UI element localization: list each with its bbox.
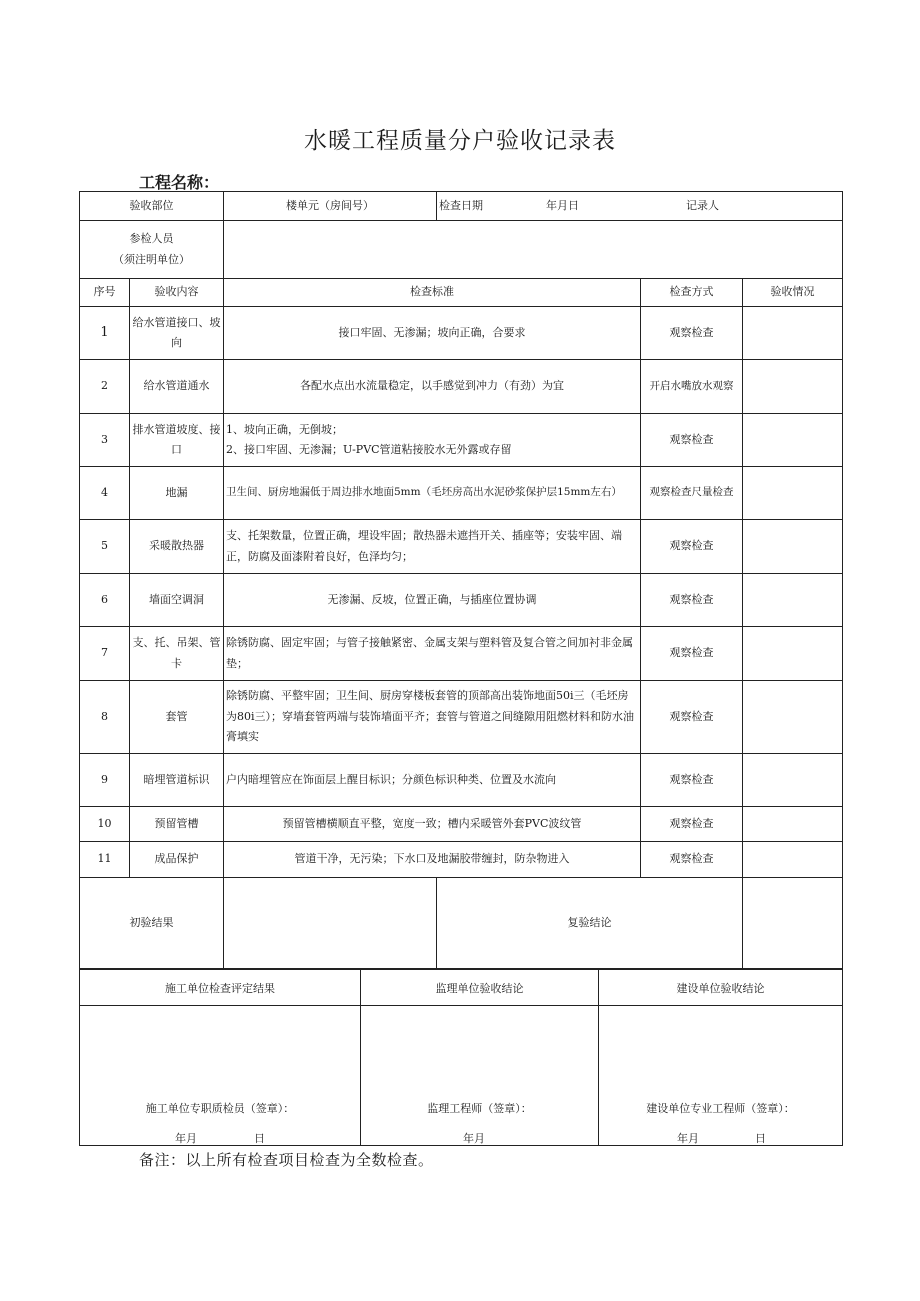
page-title: 水暖工程质量分户验收记录表 (304, 128, 616, 154)
row-standard: 管道干净，无污染；下水口及地漏胶带缠封，防杂物进入 (224, 842, 641, 878)
row-content: 给水管道通水 (130, 360, 224, 414)
table-row (80, 574, 843, 627)
recorder-label: 记录人 (686, 198, 719, 212)
row-result[interactable] (743, 842, 843, 878)
row-standard-line: 1、坡向正确，无倒坡； (226, 422, 343, 436)
row-no: 4 (80, 467, 130, 520)
row-result[interactable] (743, 807, 843, 842)
row-content: 预留管槽 (130, 807, 224, 842)
supervision-date-ym: 年月 (463, 1132, 485, 1145)
row-no: 10 (80, 807, 130, 842)
row-no: 7 (80, 627, 130, 681)
recheck-label: 复验结论 (437, 878, 743, 969)
participants-value[interactable] (224, 221, 843, 279)
table-row (80, 414, 843, 467)
dept-label: 验收部位 (80, 192, 224, 221)
row-result[interactable] (743, 307, 843, 360)
row-content: 地漏 (130, 467, 224, 520)
owner-date-d: 日 (755, 1132, 766, 1145)
signature-table (79, 969, 843, 1146)
table-row (80, 754, 843, 807)
row-content: 排水管道坡度、接口 (130, 414, 224, 467)
owner-title: 建设单位验收结论 (599, 970, 843, 1006)
row-result[interactable] (743, 627, 843, 681)
inspection-table (79, 191, 843, 969)
row-standard (224, 414, 641, 467)
supervision-title: 监理单位验收结论 (361, 970, 599, 1006)
row-method: 开启水嘴放水观察 (641, 360, 743, 414)
row-no: 8 (80, 681, 130, 754)
row-no: 1 (80, 307, 130, 360)
row-method: 观察检查 (641, 627, 743, 681)
row-content: 支、托、吊架、管卡 (130, 627, 224, 681)
col-header-standard: 检查标准 (224, 279, 641, 307)
row-content: 采暖散热器 (130, 520, 224, 574)
initial-result-value[interactable] (224, 878, 437, 969)
recheck-value[interactable] (743, 878, 843, 969)
table-row (80, 681, 843, 754)
owner-date-ym: 年月 (677, 1132, 699, 1145)
construction-date-d: 日 (254, 1132, 265, 1145)
row-method: 观察检查 (641, 754, 743, 807)
unit-label: 楼单元（房间号） (224, 192, 437, 221)
row-content: 套管 (130, 681, 224, 754)
row-standard: 户内暗埋管应在饰面层上醒目标识；分颜色标识种类、位置及水流向 (224, 754, 641, 807)
row-standard: 预留管槽横顺直平整，宽度一致；槽内采暖管外套PVC波纹管 (224, 807, 641, 842)
row-result[interactable] (743, 681, 843, 754)
col-header-result: 验收情况 (743, 279, 843, 307)
footnote: 备注：以上所有检查项目检查为全数检查。 (139, 1151, 434, 1169)
participants-label: 参检人员 (129, 232, 174, 246)
supervision-signature-area[interactable] (361, 1006, 599, 1146)
row-no: 2 (80, 360, 130, 414)
row-method: 观察检查 (641, 307, 743, 360)
row-standard: 各配水点出水流量稳定，以手感觉到冲力（有劲）为宜 (224, 360, 641, 414)
row-standard: 无渗漏、反坡，位置正确，与插座位置协调 (224, 574, 641, 627)
row-method: 观察检查 (641, 681, 743, 754)
row-no: 9 (80, 754, 130, 807)
row-content: 暗埋管道标识 (130, 754, 224, 807)
row-method: 观察检查 (641, 807, 743, 842)
construction-signature-label: 施工单位专职质检员（签章）： (145, 1102, 295, 1115)
row-standard: 卫生间、厨房地漏低于周边排水地面5mm（毛坯房高出水泥砂浆保护层15mm左右） (224, 467, 641, 520)
supervision-signature-label: 监理工程师（签章）： (427, 1102, 532, 1115)
participants-cell (80, 221, 224, 279)
participants-note: （须注明单位） (113, 252, 190, 266)
row-method: 观察检查尺量检查 (641, 467, 743, 520)
initial-result-label: 初验结果 (80, 878, 224, 969)
project-name-label: 工程名称： (139, 173, 220, 192)
construction-title: 施工单位检查评定结果 (80, 970, 361, 1006)
row-no: 3 (80, 414, 130, 467)
row-standard: 除锈防腐、平整牢固；卫生间、厨房穿楼板套管的顶部高出装饰地面50ⅰ三（毛坯房为80ⅰ三）；穿墙套管两端与装饰墙面平齐；套管与管道之间缝隙用阻燃材料和防水油膏填实 (224, 681, 641, 754)
table-row (80, 467, 843, 520)
date-recorder-row (437, 192, 843, 221)
row-result[interactable] (743, 414, 843, 467)
table-row (80, 627, 843, 681)
row-no: 5 (80, 520, 130, 574)
table-row (80, 842, 843, 878)
col-header-no: 序号 (80, 279, 130, 307)
row-no: 11 (80, 842, 130, 878)
row-result[interactable] (743, 574, 843, 627)
row-method: 观察检查 (641, 414, 743, 467)
date-label: 检查日期 (439, 198, 483, 212)
col-header-method: 检查方式 (641, 279, 743, 307)
row-standard: 除锈防腐、固定牢固；与管子接触紧密、金属支架与塑料管及复合管之间加衬非金属垫； (224, 627, 641, 681)
construction-signature-area[interactable] (80, 1006, 361, 1146)
date-value: 年月日 (546, 198, 579, 212)
row-content: 成品保护 (130, 842, 224, 878)
row-result[interactable] (743, 520, 843, 574)
col-header-content: 验收内容 (130, 279, 224, 307)
table-row (80, 360, 843, 414)
row-content: 墙面空调洞 (130, 574, 224, 627)
table-row (80, 520, 843, 574)
row-standard: 支、托架数量，位置正确，埋设牢固；散热器未遮挡开关、插座等；安装牢固、端正，防腐及面漆附着良好，色泽均匀； (224, 520, 641, 574)
table-row (80, 807, 843, 842)
row-result[interactable] (743, 467, 843, 520)
row-result[interactable] (743, 754, 843, 807)
row-method: 观察检查 (641, 842, 743, 878)
row-standard: 接口牢固、无渗漏；坡向正确，合要求 (224, 307, 641, 360)
row-method: 观察检查 (641, 574, 743, 627)
row-content: 给水管道接口、坡向 (130, 307, 224, 360)
owner-signature-area[interactable] (599, 1006, 843, 1146)
row-no: 6 (80, 574, 130, 627)
table-row (80, 307, 843, 360)
row-method: 观察检查 (641, 520, 743, 574)
row-result[interactable] (743, 360, 843, 414)
row-standard-line: 2、接口牢固、无渗漏；U-PVC管道粘接胶水无外露或存留 (226, 443, 512, 456)
owner-signature-label: 建设单位专业工程师（签章）： (646, 1102, 795, 1115)
construction-date-ym: 年月 (175, 1132, 197, 1145)
